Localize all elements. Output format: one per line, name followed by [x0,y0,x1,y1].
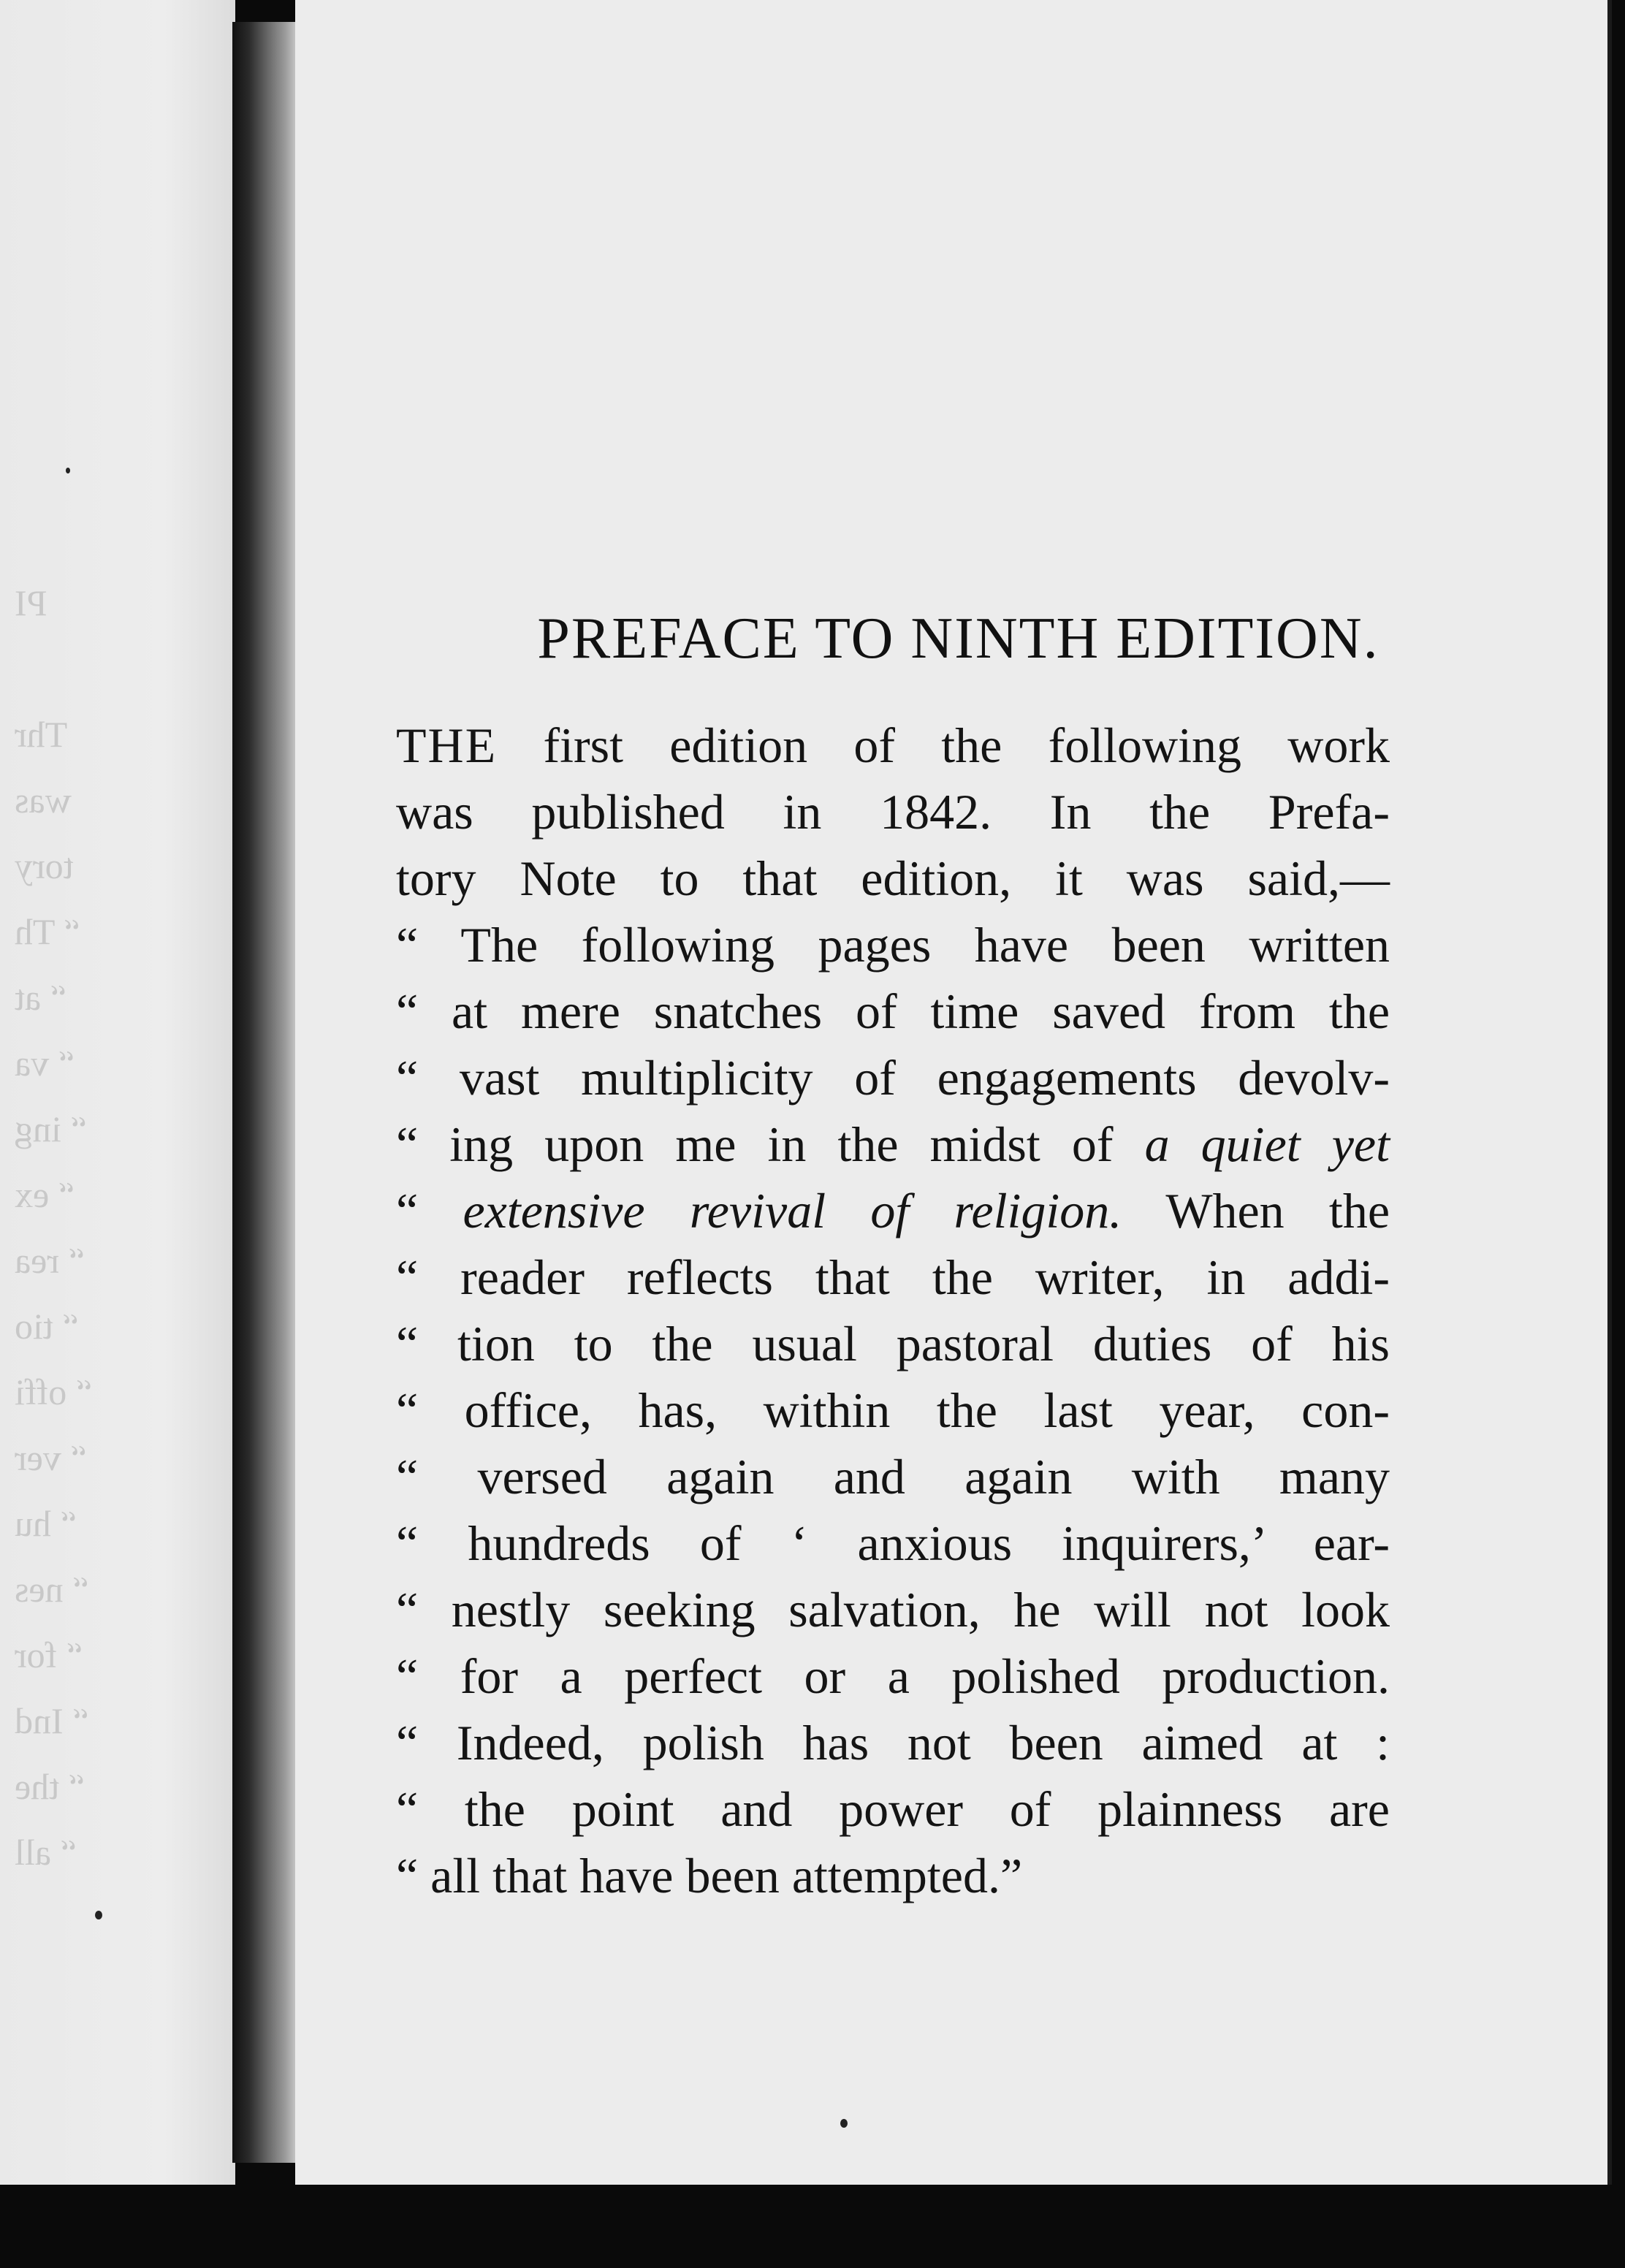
line-text: tory Note to that edition, it was said,— [396,850,1390,906]
line-text: first edition of the following work [497,718,1390,773]
text-line [396,845,1390,912]
page-title: PREFACE TO NINTH EDITION. [537,606,1379,671]
ghost-line: PI [15,582,47,623]
line-text: “ Indeed, polish has not been aimed at : [396,1715,1390,1770]
italic-text: a quiet yet [1144,1116,1390,1172]
line-text: “ reader reflects that the writer, in addi- [396,1249,1390,1305]
speck [66,468,70,473]
line-text: “ [396,1183,463,1238]
preface-body [396,712,1390,1909]
ghost-line: “ the [15,1766,85,1807]
speck [840,2119,848,2128]
ghost-line: “ Th [15,911,80,952]
ghost-line: “ at [15,977,66,1018]
facing-page-fragment [0,0,235,2192]
preface-page [295,0,1612,2185]
text-line [396,1111,1390,1178]
text-line [396,1577,1390,1643]
text-line [396,1643,1390,1710]
ghost-line: “ for [15,1635,83,1675]
bleed-through-text [15,570,234,1885]
text-line [396,1377,1390,1444]
line-text: “ The following pages have been written [396,917,1390,973]
ghost-line: “ va [15,1043,75,1084]
speck [95,1911,102,1919]
line-text: “ vast multiplicity of engagements devolv- [396,1050,1390,1106]
text-line [396,1045,1390,1111]
scan-border [0,2185,1625,2268]
drop-word: THE [396,718,498,773]
text-line [396,1843,1390,1909]
ghost-line: “ hu [15,1503,77,1544]
text-line [396,1510,1390,1577]
book-gutter-shadow [232,22,298,2163]
text-line [396,712,1390,779]
ghost-line: “ offi [15,1371,92,1412]
italic-text: extensive revival of religion. [463,1183,1122,1238]
ghost-line: “ ing [15,1108,87,1149]
ghost-line: “ Ind [15,1700,89,1741]
line-text: “ the point and power of plainness are [396,1781,1390,1837]
line-text: “ ing upon me in the midst of [396,1116,1145,1172]
line-text: “ for a perfect or a polished production. [396,1648,1390,1704]
text-line [396,1710,1390,1776]
text-line [396,1178,1390,1244]
text-line [396,912,1390,978]
text-line [396,1444,1390,1510]
line-text: “ hundreds of ‘ anxious inquirers,’ ear- [396,1515,1390,1571]
ghost-line: “ ex [15,1174,75,1215]
ghost-line: “ tio [15,1306,79,1347]
line-tail: When the [1122,1183,1390,1238]
ghost-line: “ all [15,1832,77,1873]
ghost-line: tory [15,845,74,886]
ghost-line: “ ver [15,1437,87,1478]
ghost-line [15,636,234,701]
ghost-line: Thr [15,714,68,755]
line-text: “ nestly seeking salvation, he will not look [396,1582,1390,1637]
text-line [396,1244,1390,1311]
text-line [396,779,1390,845]
line-text: “ at mere snatches of time saved from the [396,983,1390,1039]
text-line [396,978,1390,1045]
line-text: “ versed again and again with many [396,1449,1390,1504]
text-line [396,1311,1390,1377]
line-text: “ tion to the usual pastoral duties of his [396,1316,1390,1371]
ghost-line: was [15,780,72,821]
line-text: “ all that have been attempted.” [396,1848,1023,1903]
line-text: “ office, has, within the last year, con- [396,1382,1390,1438]
line-text: was published in 1842. In the Prefa- [396,784,1390,840]
text-line [396,1776,1390,1843]
ghost-line: “ rea [15,1240,85,1281]
ghost-line: “ nes [15,1569,89,1610]
